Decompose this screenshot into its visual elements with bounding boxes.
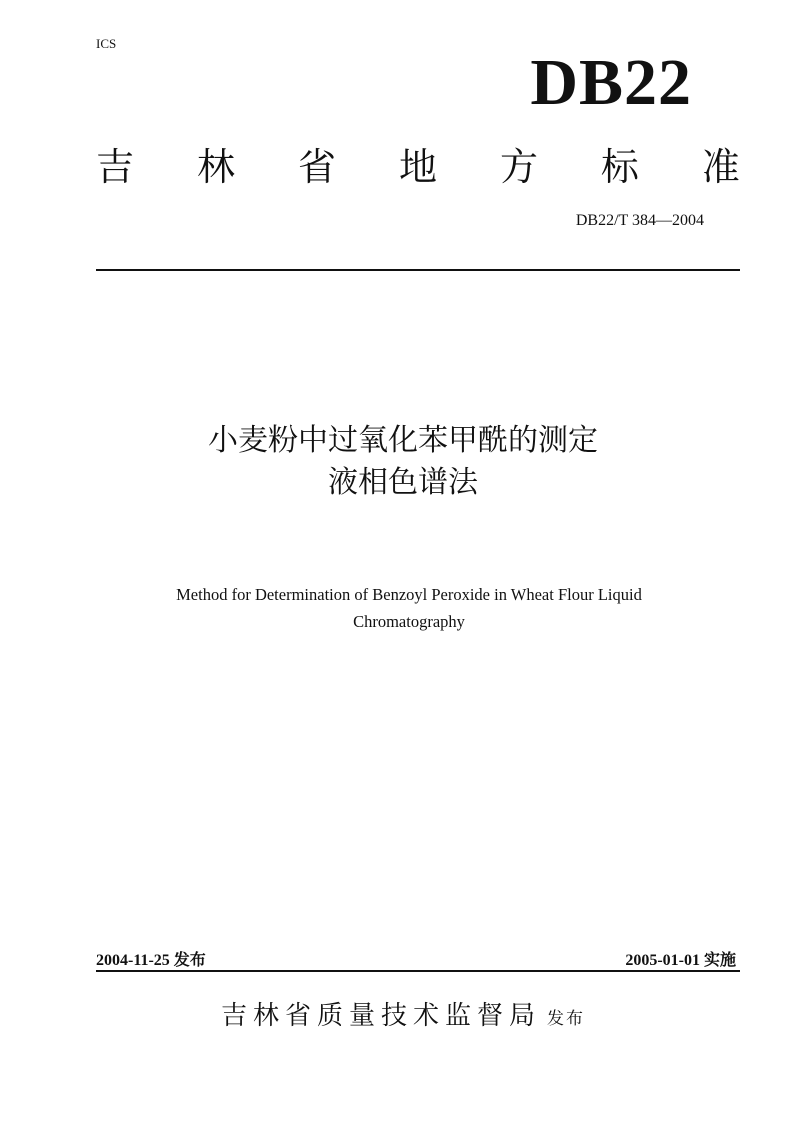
standard-type-char: 吉 [96,144,135,189]
standard-type-char: 省 [297,144,336,189]
english-title [96,581,722,635]
header-divider [96,269,740,271]
english-title-line1: Method for Determination of Benzoyl Peroxide in Wheat Flour Liquid [176,585,642,604]
chinese-title [96,420,710,504]
issuer-name: 吉林省质量技术监督局 [220,1001,541,1031]
issue-date: 2004-11-25 发布 [96,952,206,969]
standard-type-char: 林 [196,144,235,189]
issuer-suffix: 发布 [547,1009,585,1029]
english-title-line2: Chromatography [353,612,465,631]
footer-divider [96,970,740,972]
standard-type-char: 方 [499,144,538,189]
standard-type-char: 准 [701,144,740,189]
issuer-line [96,995,710,1032]
standard-number: DB22/T 384—2004 [575,212,704,229]
standard-code-logo: DB22 [530,46,692,119]
chinese-title-line1: 小麦粉中过氧化苯甲酰的测定 [208,423,598,458]
standard-type-heading [96,138,740,188]
standard-type-char: 地 [398,144,437,189]
implementation-date: 2005-01-01 实施 [625,952,736,969]
ics-label: ICS [96,36,117,51]
chinese-title-line2: 液相色谱法 [328,465,478,500]
standard-type-char: 标 [600,144,639,189]
